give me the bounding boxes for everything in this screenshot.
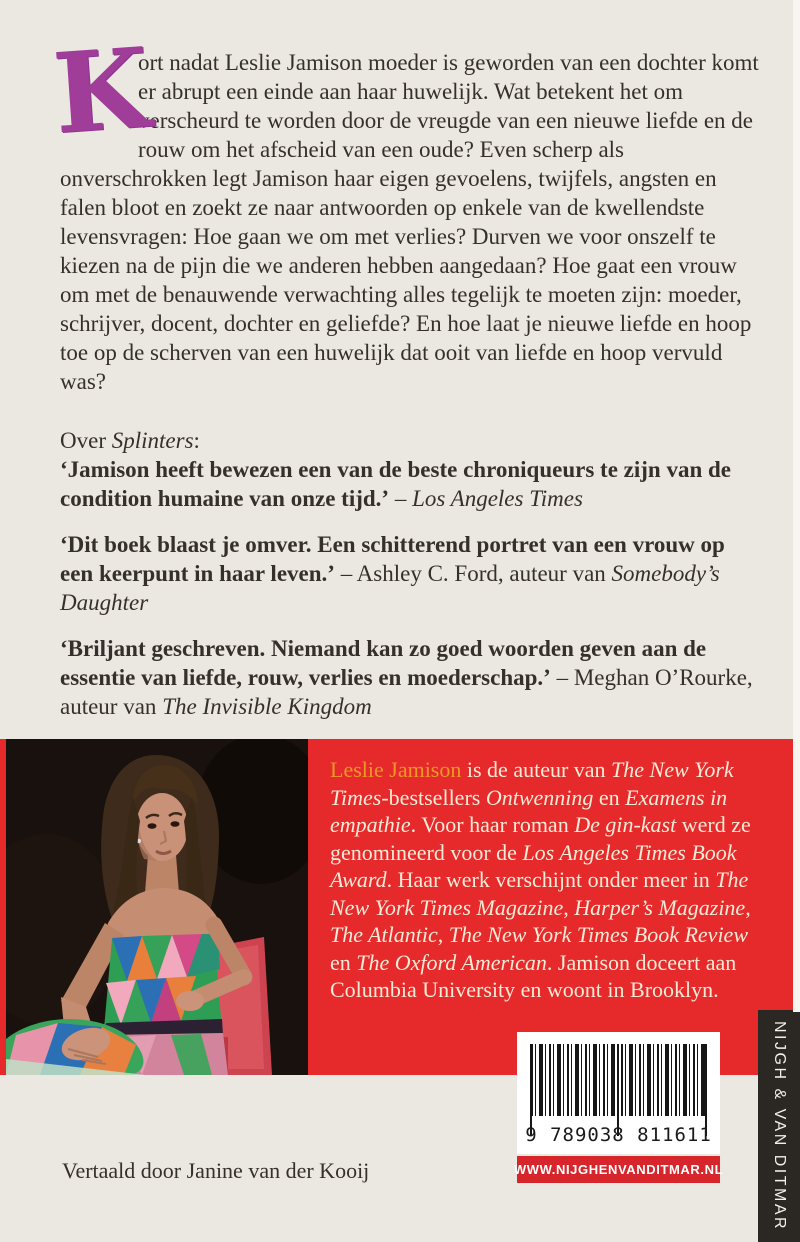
barcode-guard-left: [530, 1044, 532, 1136]
publisher-name: NIJGH & VAN DITMAR: [771, 1020, 788, 1232]
barcode-number: 9 789038 811611: [525, 1124, 712, 1146]
review-quote-meghan-orourke: ‘Briljant geschreven. Niemand kan zo goed woorden geven aan de essentie van liefde, rouw, verlies en moederschap.’ – Meghan O’Rourke, auteur van The Invisible Kingdom: [60, 636, 753, 719]
publisher-website-strip: WWW.NIJGHENVANDITMAR.NL: [517, 1156, 720, 1183]
about-heading: Over Splinters:: [60, 428, 200, 453]
blurb-text: ort nadat Leslie Jamison moeder is geworden van een dochter komt er abrupt een einde aan haar huwelijk. Wat betekent het om verscheurd te worden door de vreugde van een nieuwe liefde en de rouw om het afscheid van een oude? Even scherp als onverschrokken legt Jamison haar eigen gevoelens, twijfels, angsten en falen bloot en zoekt ze naar antwoorden op enkele van de kwellendste levensvragen: Hoe gaan we om met verlies? Durven we voor onszelf te kiezen na de pijn die we anderen hebben aangedaan? Hoe gaat een vrouw om met de benauwende verwachting alles tegelijk te moeten zijn: moeder, schrijver, docent, dochter en geliefde? En hoe laat je nieuwe liefde en hoop toe op de scherven van een huwelijk dat ooit van liefde en hoop vervuld was?: [60, 50, 759, 394]
publisher-spine-strip: [758, 1010, 800, 1242]
barcode-guard-right: [705, 1044, 707, 1136]
barcode-guard-middle: [617, 1044, 619, 1136]
author-bio: Leslie Jamison is de auteur van The New York Times-bestsellers Ontwenning en Examens in empathie. Voor haar roman De gin-kast werd ze genomineerd voor de Los Angeles Times Book Award. Haar werk verschijnt onder meer in The New York Times Magazine, Harper’s Magazine, The Atlantic, The New York Times Book Review en The Oxford American. Jamison doceert aan Columbia University en woont in Brooklyn.: [330, 757, 751, 1002]
review-quote-ashley-ford: ‘Dit boek blaast je omver. Een schitterend portret van een vrouw op een keerpunt in haar leven.’ – Ashley C. Ford, auteur van Somebody’s Daughter: [60, 532, 725, 615]
blurb-paragraph: [49, 23, 760, 396]
page-edge-artifact: [793, 0, 800, 1012]
review-quote-la-times: ‘Jamison heeft bewezen een van de beste chroniqueurs te zijn van de condition humaine van onze tijd.’ – Los Angeles Times: [60, 457, 731, 511]
cover-copy: [49, 23, 760, 721]
barcode: [517, 1032, 720, 1154]
blurb-dropcap: K: [49, 23, 154, 159]
author-photo: [6, 739, 308, 1075]
translator-credit: Vertaald door Janine van der Kooij: [62, 1158, 370, 1183]
